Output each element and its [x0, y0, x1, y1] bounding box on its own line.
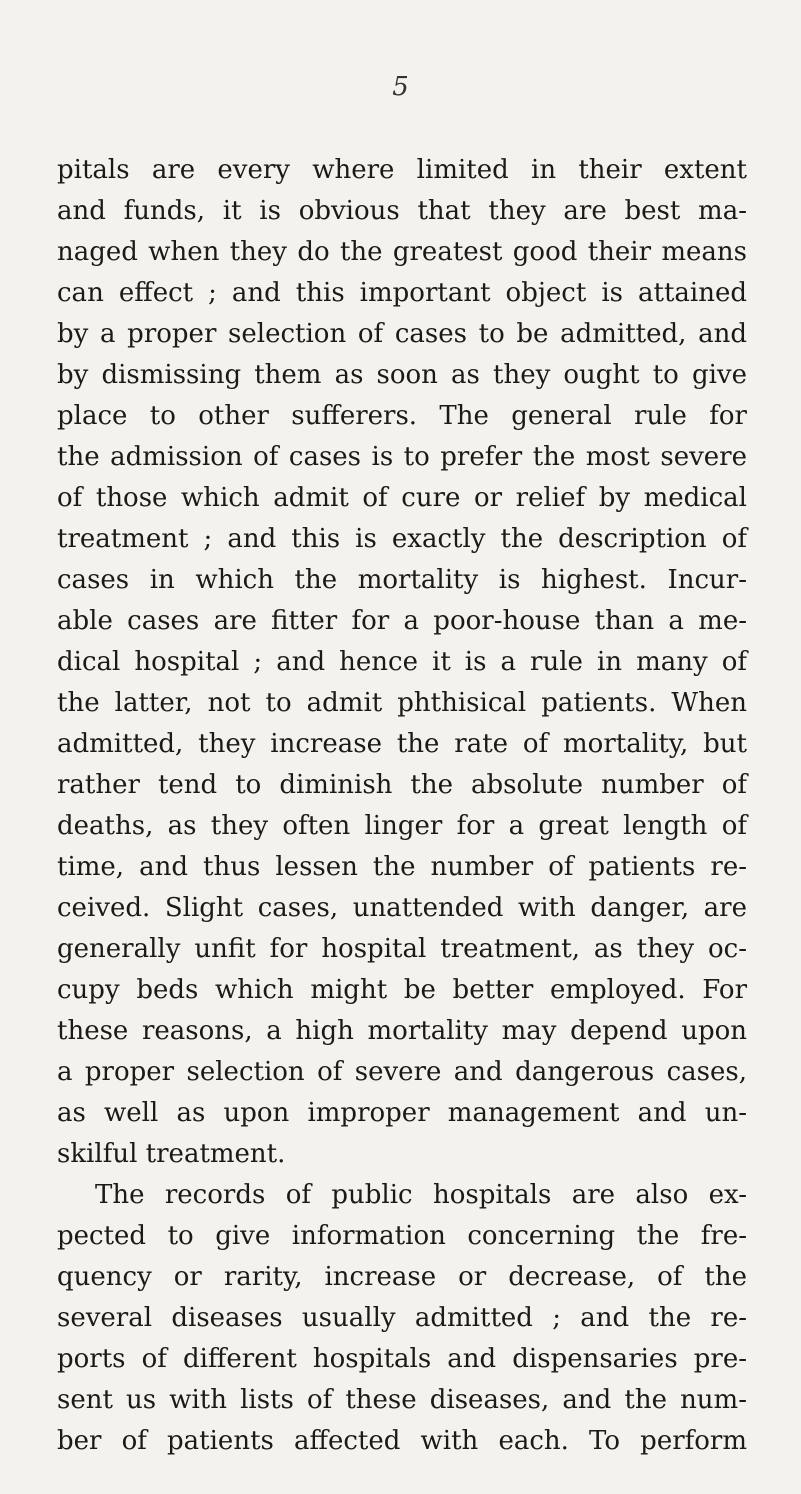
text-line: and funds, it is obvious that they are best ma- [57, 196, 747, 226]
text-line: place to other sufferers. The general rule for [57, 401, 747, 431]
text-line: cupy beds which might be better employed. For [57, 975, 747, 1005]
text-line: naged when they do the greatest good their means [57, 237, 747, 267]
text-line: a proper selection of severe and dangerous cases, [57, 1057, 747, 1087]
text-line: by a proper selection of cases to be admitted, and [57, 319, 747, 349]
paragraph-start-line: The records of public hospitals are also ex- [95, 1180, 747, 1210]
text-line: quency or rarity, increase or decrease, of the [57, 1262, 747, 1292]
text-line: ber of patients affected with each. To perform [57, 1426, 747, 1456]
page-number: 5 [392, 72, 409, 102]
text-line: ports of different hospitals and dispensaries pre- [57, 1344, 747, 1374]
text-line: as well as upon improper management and un- [57, 1098, 747, 1128]
text-line: sent us with lists of these diseases, and the num- [57, 1385, 747, 1415]
text-line: pected to give information concerning the fre- [57, 1221, 747, 1251]
text-line: admitted, they increase the rate of mortality, but [57, 729, 747, 759]
text-line: several diseases usually admitted ; and the re- [57, 1303, 747, 1333]
text-line: the latter, not to admit phthisical patients. When [57, 688, 747, 718]
text-line: deaths, as they often linger for a great length of [57, 811, 747, 841]
text-line: treatment ; and this is exactly the description of [57, 524, 747, 554]
text-line: time, and thus lessen the number of patients re- [57, 852, 747, 882]
text-line: rather tend to diminish the absolute number of [57, 770, 747, 800]
text-line: able cases are fitter for a poor-house than a me- [57, 606, 747, 636]
paragraph-end-line: skilful treatment. [57, 1139, 286, 1169]
text-line: pitals are every where limited in their extent [57, 155, 747, 185]
text-line: generally unfit for hospital treatment, as they oc- [57, 934, 747, 964]
text-line: these reasons, a high mortality may depend upon [57, 1016, 747, 1046]
text-line: by dismissing them as soon as they ought to give [57, 360, 747, 390]
text-line: ceived. Slight cases, unattended with danger, are [57, 893, 747, 923]
text-line: the admission of cases is to prefer the most severe [57, 442, 747, 472]
text-line: dical hospital ; and hence it is a rule in many of [57, 647, 747, 677]
text-line: of those which admit of cure or relief by medical [57, 483, 747, 513]
body-text [57, 150, 747, 1462]
text-line: cases in which the mortality is highest. Incur- [57, 565, 747, 595]
text-line: can effect ; and this important object is attained [57, 278, 747, 308]
